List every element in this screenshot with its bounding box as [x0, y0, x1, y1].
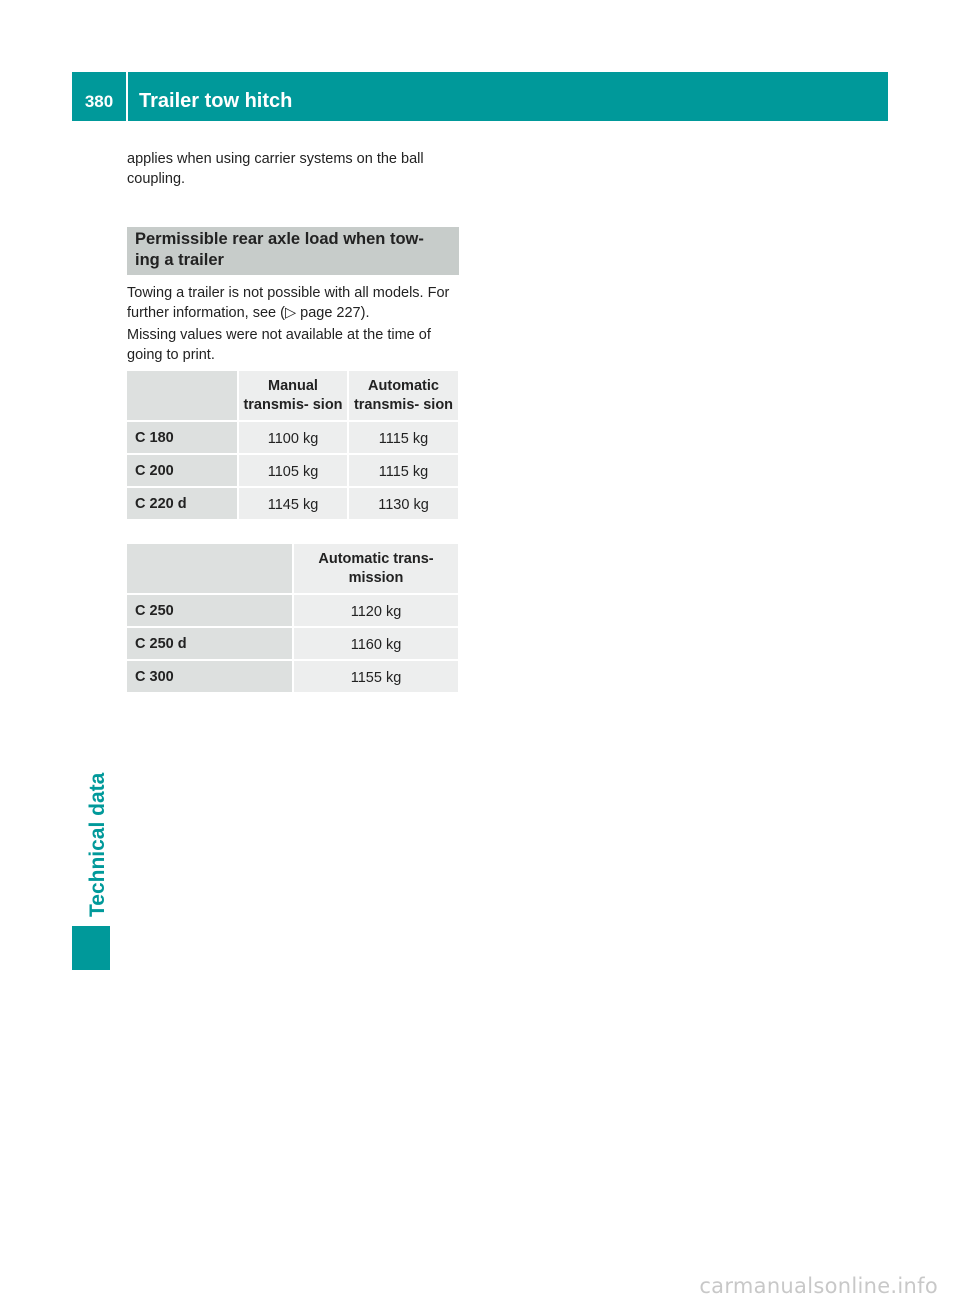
- model-cell: C 250: [127, 595, 292, 628]
- table-header-cell: Automatic trans- mission: [292, 544, 458, 595]
- value-cell: 1100 kg: [237, 422, 347, 455]
- sidebar-tab-marker: [72, 926, 110, 970]
- table-header-cell: Automatic transmis- sion: [347, 371, 458, 422]
- section-heading: Permissible rear axle load when tow- ing a trailer: [127, 227, 459, 275]
- sidebar-section-label: Technical data: [86, 772, 109, 917]
- towing-note-paragraph: Towing a trailer is not possible with all models. For further information, see (▷ page 227).: [127, 285, 450, 321]
- intro-paragraph: applies when using carrier systems on the ball coupling.: [127, 151, 424, 187]
- header-divider: [126, 72, 128, 121]
- value-cell: 1130 kg: [347, 488, 458, 521]
- table-row: [127, 488, 458, 521]
- table-header-cell: Manual transmis- sion: [237, 371, 347, 422]
- main-content: [127, 150, 459, 694]
- table-row: [127, 422, 458, 455]
- model-cell: C 180: [127, 422, 237, 455]
- value-cell: 1115 kg: [347, 455, 458, 488]
- table-row: [127, 595, 458, 628]
- table-header-cell: [127, 371, 237, 422]
- watermark: carmanualsonline.info: [699, 1274, 938, 1298]
- value-cell: 1120 kg: [292, 595, 458, 628]
- page-header: [72, 72, 888, 121]
- value-cell: 1145 kg: [237, 488, 347, 521]
- value-cell: 1115 kg: [347, 422, 458, 455]
- axle-load-table-1: [127, 371, 458, 521]
- value-cell: 1105 kg: [237, 455, 347, 488]
- table-row: [127, 628, 458, 661]
- table-header-cell: [127, 544, 292, 595]
- page-number: 380: [84, 92, 114, 111]
- table-row: [127, 661, 458, 694]
- model-cell: C 300: [127, 661, 292, 694]
- model-cell: C 200: [127, 455, 237, 488]
- missing-values-paragraph: Missing values were not available at the time of going to print.: [127, 327, 431, 363]
- model-cell: C 220 d: [127, 488, 237, 521]
- model-cell: C 250 d: [127, 628, 292, 661]
- page-title: Trailer tow hitch: [139, 90, 293, 112]
- axle-load-table-2: [127, 544, 458, 694]
- table-row: [127, 455, 458, 488]
- table-header-row: [127, 371, 458, 422]
- table-header-row: [127, 544, 458, 595]
- value-cell: 1160 kg: [292, 628, 458, 661]
- value-cell: 1155 kg: [292, 661, 458, 694]
